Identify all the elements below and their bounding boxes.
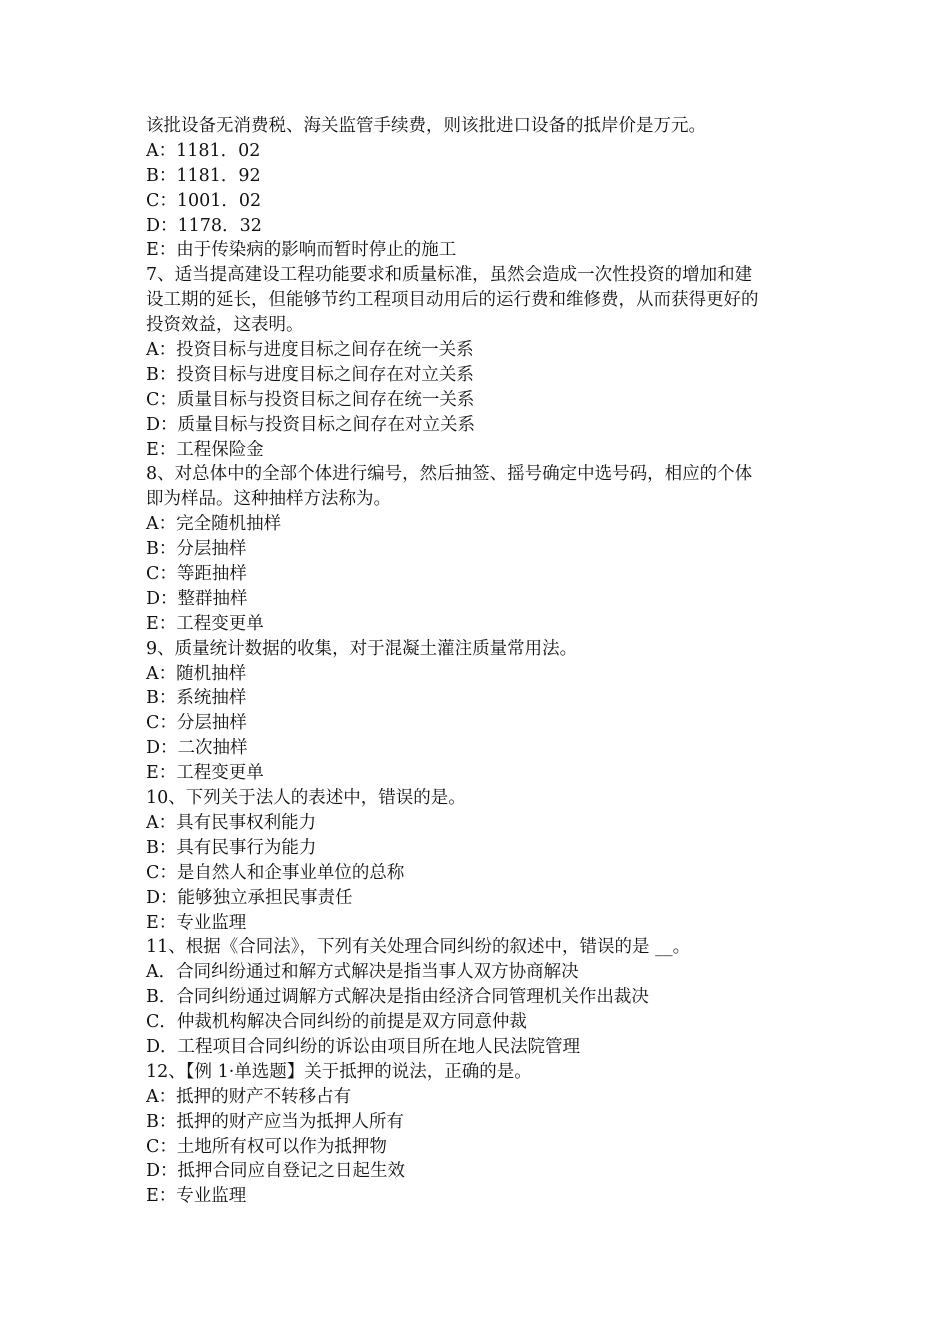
option-a: A：1181．02 [146, 140, 261, 161]
option-c: C：1001．02 [146, 190, 262, 211]
option-e: E：专业监理 [146, 1186, 247, 1207]
option-e: E：工程保险金 [146, 439, 264, 460]
option-a: A：具有民事权利能力 [146, 812, 317, 833]
option-d: D：抵押合同应自登记之日起生效 [146, 1161, 406, 1182]
option-c: C：土地所有权可以作为抵押物 [146, 1136, 387, 1157]
option-b: B：系统抽样 [146, 688, 247, 709]
option-e: E：工程变更单 [146, 613, 264, 634]
option-b: B：具有民事行为能力 [146, 837, 317, 858]
option-e: E：由于传染病的影响而暂时停止的施工 [146, 240, 457, 261]
option-e: E：专业监理 [146, 912, 247, 933]
option-d: D：质量目标与投资目标之间存在对立关系 [146, 414, 476, 435]
option-b: B．合同纠纷通过调解方式解决是指由经济合同管理机关作出裁决 [146, 987, 649, 1008]
option-b: B：1181．92 [146, 165, 261, 186]
option-c: C：质量目标与投资目标之间存在统一关系 [146, 389, 475, 410]
question-7: 7、适当提高建设工程功能要求和质量标准，虽然会造成一次性投资的增加和建 [146, 265, 753, 286]
option-d: D：1178．32 [146, 215, 262, 236]
option-b: B：投资目标与进度目标之间存在对立关系 [146, 364, 474, 385]
option-c: C：分层抽样 [146, 713, 247, 734]
text-line: 该批设备无消费税、海关监管手续费，则该批进口设备的抵岸价是万元。 [146, 116, 706, 136]
document-body [146, 114, 818, 1209]
option-a: A．合同纠纷通过和解方式解决是指当事人双方协商解决 [146, 962, 579, 983]
question-11: 11、根据《合同法》，下列有关处理合同纠纷的叙述中，错误的是 __。 [146, 937, 691, 958]
option-b: B：抵押的财产应当为抵押人所有 [146, 1111, 404, 1132]
option-a: A：投资目标与进度目标之间存在统一关系 [146, 340, 474, 361]
option-a: A：随机抽样 [146, 663, 247, 684]
option-a: A：完全随机抽样 [146, 514, 282, 535]
option-e: E：工程变更单 [146, 763, 264, 784]
option-c: C：是自然人和企事业单位的总称 [146, 862, 405, 883]
option-d: D：能够独立承担民事责任 [146, 887, 353, 908]
question-12: 12、【例 1·单选题】关于抵押的说法，正确的是。 [146, 1061, 532, 1082]
option-a: A：抵押的财产不转移占有 [146, 1086, 352, 1107]
option-d: D：二次抽样 [146, 738, 248, 759]
question-10: 10、下列关于法人的表述中，错误的是。 [146, 788, 466, 809]
question-8-cont: 即为样品。这种抽样方法称为。 [146, 489, 391, 510]
option-c: C：等距抽样 [146, 564, 247, 585]
question-9: 9、质量统计数据的收集，对于混凝土灌注质量常用法。 [146, 638, 578, 659]
question-7-cont: 投资效益，这表明。 [146, 315, 304, 336]
option-d: D：整群抽样 [146, 588, 248, 609]
option-c: C．仲裁机构解决合同纠纷的前提是双方同意仲裁 [146, 1012, 527, 1033]
question-7-cont: 设工期的延长，但能够节约工程项目动用后的运行费和维修费，从而获得更好的 [146, 290, 759, 311]
option-d: D．工程项目合同纠纷的诉讼由项目所在地人民法院管理 [146, 1036, 581, 1057]
option-b: B：分层抽样 [146, 539, 247, 560]
question-8: 8、对总体中的全部个体进行编号，然后抽签、摇号确定中选号码，相应的个体 [146, 464, 753, 485]
